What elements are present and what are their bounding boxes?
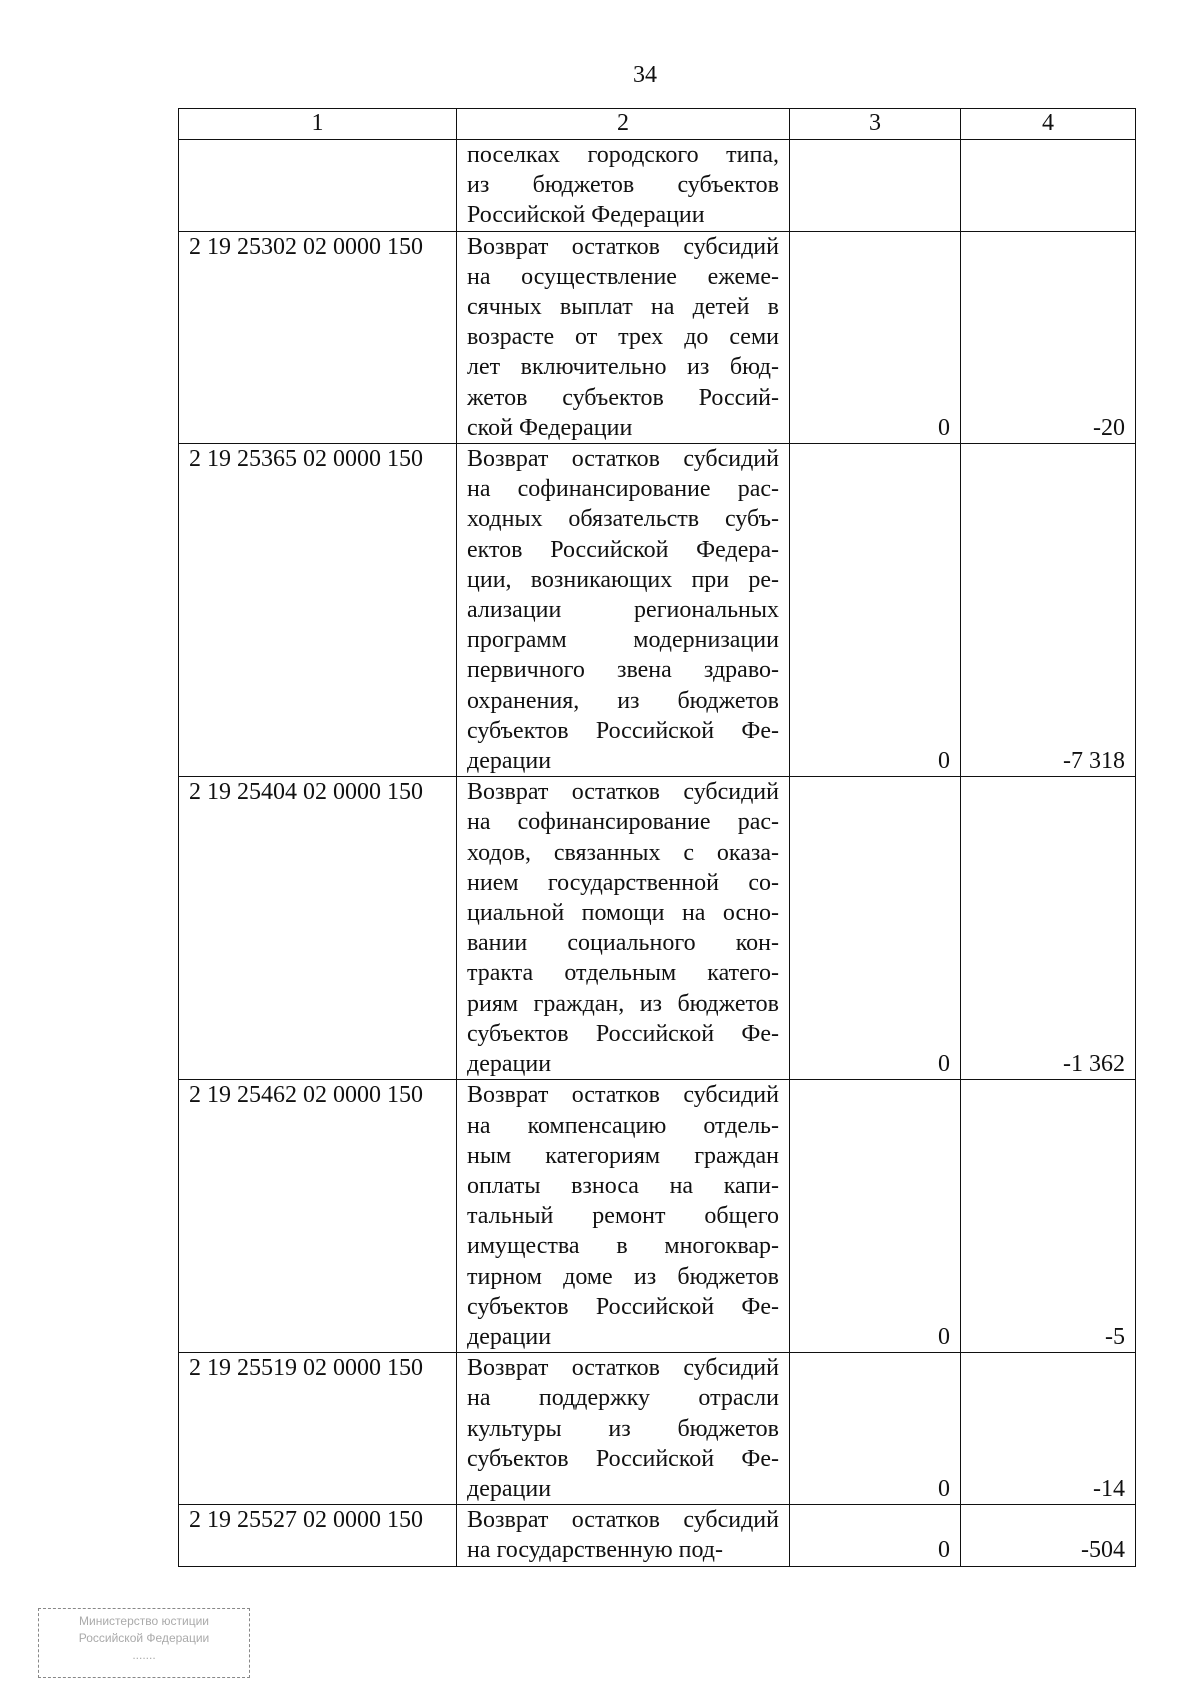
description-line: Возврат остатков субсидий: [467, 1355, 779, 1382]
description-line: на софинансирование рас-: [467, 809, 779, 836]
description-line: дерации: [467, 748, 552, 775]
description-line: оплаты взноса на капи-: [467, 1172, 779, 1199]
description-line: имущества в многоквар-: [467, 1233, 779, 1260]
description-line: охранения, из бюджетов: [467, 687, 779, 714]
column-3-value: 0: [790, 1353, 961, 1505]
column-3-value: 0: [790, 1505, 961, 1566]
description-line: из бюджетов субъектов: [467, 172, 779, 199]
description-line: на поддержку отрасли: [467, 1385, 779, 1412]
column-4-value: -14: [961, 1353, 1136, 1505]
description-line: Возврат остатков субсидий: [467, 1082, 779, 1109]
budget-code-cell: [179, 140, 457, 232]
column-4-value: -504: [961, 1505, 1136, 1566]
description-line: риям граждан, из бюджетов: [467, 990, 779, 1017]
description-line: ным категориям граждан: [467, 1142, 779, 1169]
table-row: [179, 444, 1136, 777]
description-line: субъектов Российской Фе-: [467, 1445, 779, 1472]
description-line: первичного звена здраво-: [467, 657, 779, 684]
column-3-value: 0: [790, 1080, 961, 1353]
description-line: Российской Федерации: [467, 202, 705, 229]
column-4-value: -5: [961, 1080, 1136, 1353]
description-cell: [457, 231, 790, 443]
description-line: тракта отдельным катего-: [467, 960, 779, 987]
description-cell: [457, 140, 790, 232]
column-header-4: 4: [961, 109, 1136, 140]
table-row: [179, 140, 1136, 232]
budget-code-cell: 2 19 25527 02 0000 150: [179, 1505, 457, 1566]
description-cell: [457, 777, 790, 1080]
description-line: ходных обязательств субъ-: [467, 506, 779, 533]
description-line: ектов Российской Федера-: [467, 536, 779, 563]
description-line: ской Федерации: [467, 414, 633, 441]
budget-code-cell: 2 19 25365 02 0000 150: [179, 444, 457, 777]
column-3-value: [790, 140, 961, 232]
description-line: на осуществление ежеме-: [467, 263, 779, 290]
description-line: Возврат остатков субсидий: [467, 1507, 779, 1534]
description-line: Возврат остатков субсидий: [467, 446, 779, 473]
description-line: сячных выплат на детей в: [467, 294, 779, 321]
description-line: субъектов Российской Фе-: [467, 1293, 779, 1320]
column-header-1: 1: [179, 109, 457, 140]
stamp: Министерство юстиции Российской Федерации .......: [38, 1608, 250, 1678]
description-line: на софинансирование рас-: [467, 476, 779, 503]
description-cell: [457, 1080, 790, 1353]
description-line: тальный ремонт общего: [467, 1203, 779, 1230]
description-line: дерации: [467, 1323, 552, 1350]
budget-code-cell: 2 19 25302 02 0000 150: [179, 231, 457, 443]
header-row: [179, 109, 1136, 140]
column-4-value: -1 362: [961, 777, 1136, 1080]
description-line: тирном доме из бюджетов: [467, 1263, 779, 1290]
budget-code-cell: 2 19 25462 02 0000 150: [179, 1080, 457, 1353]
column-header-3: 3: [790, 109, 961, 140]
column-3-value: 0: [790, 231, 961, 443]
description-line: лет включительно из бюд-: [467, 354, 779, 381]
budget-code-cell: 2 19 25404 02 0000 150: [179, 777, 457, 1080]
table-row: [179, 1080, 1136, 1353]
column-3-value: 0: [790, 777, 961, 1080]
description-line: на компенсацию отдель-: [467, 1112, 779, 1139]
column-4-value: -7 318: [961, 444, 1136, 777]
description-line: ализации региональных: [467, 597, 779, 624]
description-line: вании социального кон-: [467, 930, 779, 957]
description-cell: [457, 444, 790, 777]
description-line: Возврат остатков субсидий: [467, 779, 779, 806]
description-line: дерации: [467, 1051, 552, 1078]
description-line: на государственную под-: [467, 1537, 723, 1564]
budget-table: [178, 108, 1136, 1567]
description-line: субъектов Российской Фе-: [467, 1020, 779, 1047]
column-3-value: 0: [790, 444, 961, 777]
table-row: [179, 231, 1136, 443]
description-cell: [457, 1505, 790, 1566]
description-line: дерации: [467, 1475, 552, 1502]
description-cell: [457, 1353, 790, 1505]
description-line: циальной помощи на осно-: [467, 900, 779, 927]
description-line: ходов, связанных с оказа-: [467, 839, 779, 866]
description-line: поселках городского типа,: [467, 142, 779, 168]
table-row: [179, 1353, 1136, 1505]
table-row: [179, 1505, 1136, 1566]
description-line: программ модернизации: [467, 627, 779, 654]
budget-code-cell: 2 19 25519 02 0000 150: [179, 1353, 457, 1505]
table-row: [179, 777, 1136, 1080]
description-line: жетов субъектов Россий-: [467, 384, 779, 411]
description-line: возрасте от трех до семи: [467, 324, 779, 351]
column-header-2: 2: [457, 109, 790, 140]
table-body: [179, 140, 1136, 1567]
column-4-value: -20: [961, 231, 1136, 443]
description-line: культуры из бюджетов: [467, 1415, 779, 1442]
column-4-value: [961, 140, 1136, 232]
description-line: субъектов Российской Фе-: [467, 717, 779, 744]
description-line: нием государственной со-: [467, 869, 779, 896]
description-line: Возврат остатков субсидий: [467, 233, 779, 260]
page-number: 34: [633, 62, 657, 88]
description-line: ции, возникающих при ре-: [467, 566, 779, 593]
